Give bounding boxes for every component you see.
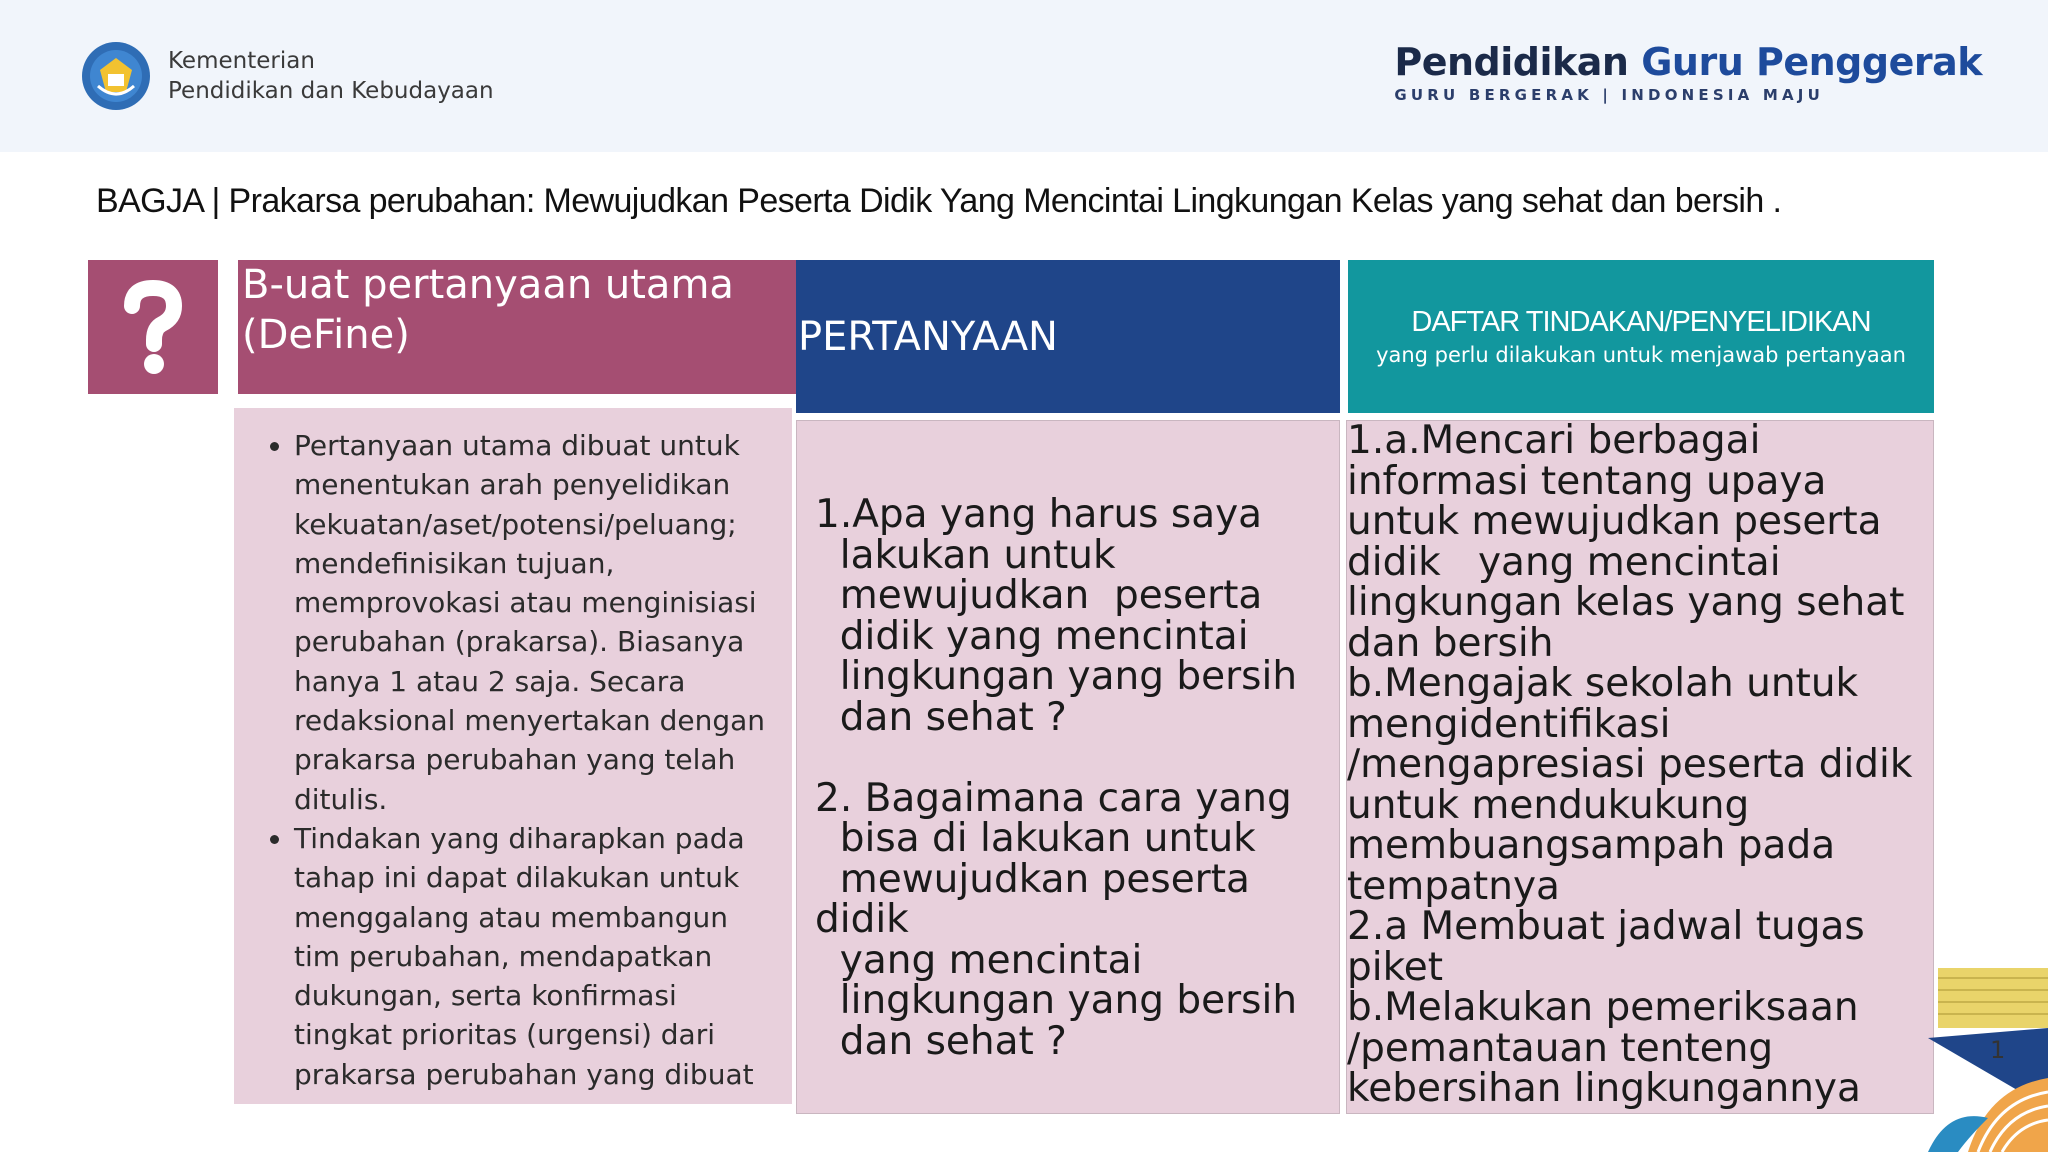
define-bullet-2: • Tindakan yang diharapkan pada tahap ini dapat dilakukan untuk menggalang atau membangun tim perubahan, mendapatkan dukungan, serta konfirmasi tingkat prioritas (urgensi) dari prakarsa perubahan yang dibuat [294,819,778,1094]
program-name [1394,40,1982,84]
kemdikbud-logo-icon [80,40,152,112]
header-bar [0,0,2048,152]
decorative-corner-pattern [1928,968,2048,1152]
pertanyaan-header: PERTANYAAN [796,260,1340,413]
ministry-line1: Kementerian [168,48,315,74]
define-header: B-uat pertanyaan utama (DeFine) [238,260,798,394]
define-bullet-1: • Pertanyaan utama dibuat untuk menentukan arah penyelidikan kekuatan/aset/potensi/peluang; mendefinisikan tujuan, memprovokasi atau menginisiasi perubahan (prakarsa). Biasanya hanya 1 atau 2 saja. Secara redaksional menyertakan dengan prakarsa perubahan yang telah ditulis. [294,426,778,819]
daftar-header-subtitle: yang perlu dilakukan untuk menjawab pertanyaan [1376,343,1906,367]
program-name-part2: Guru Penggerak [1641,40,1982,84]
ministry-name [168,46,494,106]
daftar-body: 1.a.Mencari berbagai informasi tentang upaya untuk mewujudkan peserta didik yang mencintai lingkungan kelas yang sehat dan bersih b.Mengajak sekolah untuk mengidentifikasi /mengapresiasi peserta didik untuk mendukukung membuangsampah pada tempatnya 2.a Membuat jadwal tugas piket b.Melakukan pemeriksaan /pemantauan tenteng kebersihan lingkungannya [1346,420,1934,1114]
daftar-header [1348,260,1934,413]
pgp-logo [1394,40,1982,104]
pertanyaan-body: 1.Apa yang harus saya lakukan untuk mewujudkan peserta didik yang mencintai lingkungan yang bersih dan sehat ? 2. Bagaimana cara yang bisa di lakukan untuk mewujudkan peserta didik yang mencintai lingkungan yang bersih dan sehat ? [796,420,1340,1114]
slide-title: BAGJA | Prakarsa perubahan: Mewujudkan Peserta Didik Yang Mencintai Lingkungan Kelas yang sehat dan bersih . [96,182,1782,220]
define-bullet-list [258,426,778,1094]
question-mark-icon [88,260,218,394]
question-mark-box [88,260,218,394]
define-description [234,408,792,1104]
ministry-line2: Pendidikan dan Kebudayaan [168,78,494,104]
slide-number: 1 [1990,1036,2006,1064]
daftar-header-title: DAFTAR TINDAKAN/PENYELIDIKAN [1411,306,1871,338]
program-tagline: GURU BERGERAK | INDONESIA MAJU [1394,86,1824,104]
program-name-part1: Pendidikan [1394,40,1629,84]
